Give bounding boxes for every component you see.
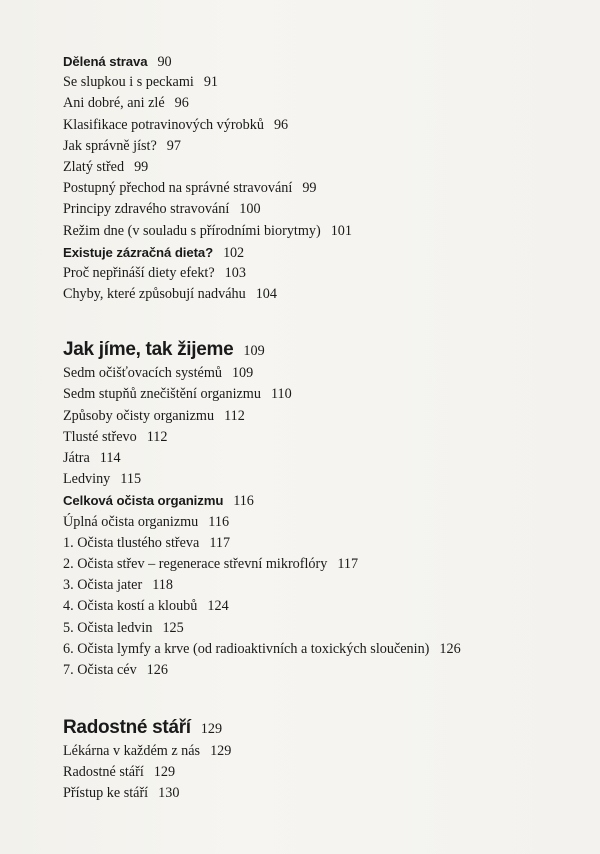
- entry-page: 90: [157, 54, 172, 70]
- entry-title: 5. Očista ledvin: [63, 619, 153, 636]
- toc-subheading: [63, 490, 533, 511]
- entry-page: 112: [224, 407, 245, 424]
- toc-entry: [63, 783, 533, 804]
- toc-entry: [63, 284, 533, 305]
- entry-title: Postupný přechod na správné stravování: [63, 180, 293, 197]
- entry-title: 2. Očista střev – regenerace střevní mikroflóry: [63, 555, 328, 572]
- chapter-radostne-stari: [63, 715, 533, 805]
- toc-entry: [63, 575, 533, 596]
- toc-entry: [63, 363, 533, 384]
- entry-title: Úplná očista organizmu: [63, 513, 199, 530]
- toc-entry: [63, 533, 533, 554]
- entry-title: Lékárna v každém z nás: [63, 743, 201, 760]
- entry-title: 1. Očista tlustého střeva: [63, 534, 200, 551]
- entry-title: 6. Očista lymfy a krve (od radioaktivních a toxických sloučenin): [63, 640, 430, 657]
- entry-title: 4. Očista kostí a kloubů: [63, 598, 198, 615]
- entry-title: Existuje zázračná dieta?: [63, 244, 214, 260]
- toc-entry: [63, 469, 533, 490]
- toc-entry: [63, 93, 533, 114]
- entry-title: Celková očista organizmu: [63, 493, 224, 509]
- entry-page: 116: [208, 513, 230, 530]
- toc-entry: [63, 199, 533, 220]
- entry-page: 104: [255, 286, 277, 303]
- entry-title: Ledviny: [63, 471, 111, 488]
- toc-entry: [63, 157, 533, 178]
- entry-page: 97: [166, 137, 181, 154]
- toc-entry: [63, 762, 533, 783]
- entry-page: 130: [158, 785, 180, 802]
- entry-title: Chyby, které způsobují nadváhu: [63, 286, 246, 303]
- entry-page: 96: [273, 116, 289, 133]
- entry-title: Způsoby očisty organizmu: [63, 407, 215, 424]
- entry-title: Zlatý střed: [63, 158, 125, 175]
- entry-title: Játra: [63, 450, 90, 466]
- entry-title: 7. Očista cév: [63, 661, 137, 678]
- entry-title: Radostné stáří: [63, 764, 144, 781]
- entry-title: Sedm stupňů znečištění organizmu: [63, 386, 261, 403]
- toc-entry: [63, 448, 533, 469]
- entry-page: 117: [337, 555, 359, 572]
- toc-entry: [63, 660, 533, 681]
- entry-page: 99: [302, 180, 317, 197]
- toc-entry: [63, 596, 533, 617]
- toc-entry: [63, 263, 533, 284]
- entry-page: 125: [162, 619, 184, 636]
- toc-entry: [63, 639, 533, 660]
- entry-title: Principy zdravého stravování: [63, 201, 230, 218]
- entry-title: Se slupkou i s peckami: [63, 74, 194, 91]
- entry-page: 115: [120, 471, 142, 488]
- chapter-heading: [63, 715, 533, 741]
- toc-entry: [63, 72, 533, 93]
- entry-page: 129: [210, 743, 232, 760]
- chapter-heading: [63, 337, 533, 363]
- entry-title: Režim dne (v souladu s přírodními biorytmy): [63, 222, 321, 239]
- entry-page: 117: [209, 534, 231, 551]
- entry-page: 101: [330, 222, 352, 239]
- entry-page: 91: [203, 74, 219, 91]
- toc-entry: [63, 115, 533, 136]
- toc-entry: [63, 384, 533, 405]
- entry-page: 124: [207, 598, 229, 615]
- toc-entry: [63, 221, 533, 242]
- entry-title: Přístup ke stáří: [63, 785, 149, 802]
- toc-entry: [63, 741, 533, 762]
- entry-page: 96: [174, 95, 189, 112]
- chapter-page: 129: [200, 721, 223, 738]
- toc-entry: [63, 554, 533, 575]
- entry-title: Tlusté střevo: [63, 428, 137, 445]
- entry-page: 114: [99, 450, 121, 466]
- entry-page: 129: [153, 764, 176, 781]
- entry-title: Sedm očišťovacích systémů: [63, 365, 222, 382]
- entry-title: Ani dobré, ani zlé: [63, 95, 165, 112]
- toc-subheading: [63, 51, 533, 72]
- chapter-title: Jak jíme, tak žijeme: [63, 339, 234, 361]
- entry-page: 116: [233, 493, 254, 510]
- entry-title: Proč nepřináší diety efekt?: [63, 264, 215, 281]
- entry-title: Klasifikace potravinových výrobků: [63, 116, 264, 133]
- chapter-page: 109: [243, 343, 265, 360]
- entry-page: 102: [223, 244, 245, 261]
- entry-page: 118: [152, 577, 173, 594]
- entry-page: 100: [239, 201, 261, 218]
- toc-entry: [63, 136, 533, 157]
- table-of-contents: [63, 51, 533, 805]
- chapter-title: Radostné stáří: [63, 717, 191, 739]
- toc-entry: [63, 178, 533, 199]
- entry-title: 3. Očista jater: [63, 577, 143, 594]
- entry-page: 109: [231, 365, 254, 382]
- chapter-jak-jime-tak-zijeme: [63, 337, 533, 681]
- entry-page: 103: [224, 264, 246, 281]
- toc-entry: [63, 406, 533, 427]
- toc-entry: [63, 427, 533, 448]
- toc-subheading: [63, 242, 533, 263]
- entry-title: Jak správně jíst?: [63, 137, 157, 154]
- entry-page: 99: [134, 158, 149, 175]
- section-dělená-strava: [63, 51, 533, 305]
- entry-page: 112: [146, 428, 168, 445]
- entry-page: 126: [146, 661, 168, 678]
- toc-entry: [63, 618, 533, 639]
- toc-entry: [63, 512, 533, 533]
- entry-page: 110: [270, 386, 292, 403]
- entry-title: Dělená strava: [63, 54, 148, 69]
- entry-page: 126: [439, 640, 461, 657]
